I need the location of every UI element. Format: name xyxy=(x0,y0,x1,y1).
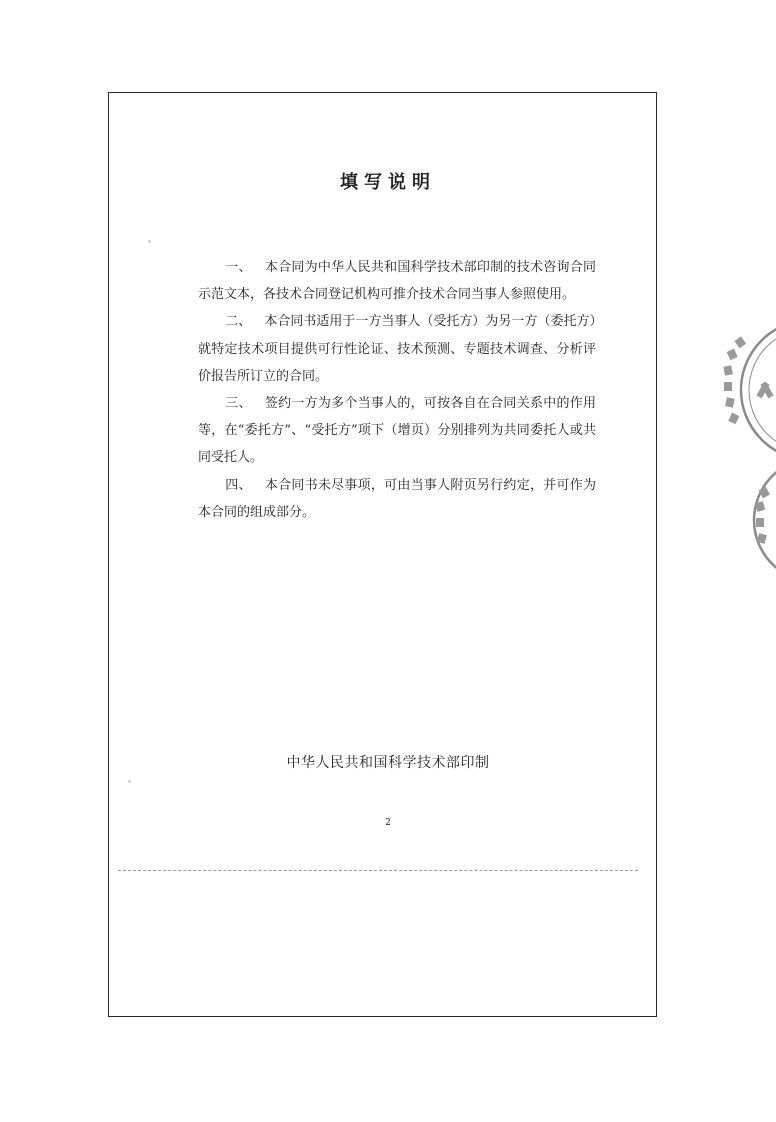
paragraph-text: 本合同书未尽事项，可由当事人附页另行约定，并可作为本合同的组成部分。 xyxy=(198,477,596,520)
page-number: 2 xyxy=(385,818,391,828)
paragraph-number: 二、 xyxy=(225,314,252,330)
instruction-paragraph-2 xyxy=(198,308,596,390)
instructions-body xyxy=(198,254,596,526)
paragraph-number: 三、 xyxy=(225,396,252,412)
scan-divider xyxy=(118,870,638,871)
seal-lettering-marks xyxy=(723,336,773,543)
paragraph-text: 签约一方为多个当事人的，可按各自在合同关系中的作用等，在“委托方”、“受托方”项下（增页）分别排列为共同委托人或共同受托人。 xyxy=(198,396,596,466)
page-border xyxy=(108,92,657,1017)
official-seal-stamp xyxy=(716,320,776,600)
seal-ring-upper xyxy=(741,320,776,460)
paragraph-text: 本合同为中华人民共和国科学技术部印制的技术咨询合同示范文本，各技术合同登记机构可推介技术合同当事人参照使用。 xyxy=(198,260,596,303)
instruction-paragraph-4 xyxy=(198,472,596,526)
instruction-paragraph-3 xyxy=(198,390,596,472)
document-title: 填写说明 xyxy=(340,172,436,193)
paragraph-text: 本合同书适用于一方当事人（受托方）为另一方（委托方）就特定技术项目提供可行性论证、技术预测、专题技术调查、分析评价报告所订立的合同。 xyxy=(198,314,596,384)
instruction-paragraph-1 xyxy=(198,254,596,308)
paragraph-number: 四、 xyxy=(225,477,252,493)
paragraph-number: 一、 xyxy=(225,260,252,275)
printing-organization: 中华人民共和国科学技术部印制 xyxy=(286,755,490,771)
